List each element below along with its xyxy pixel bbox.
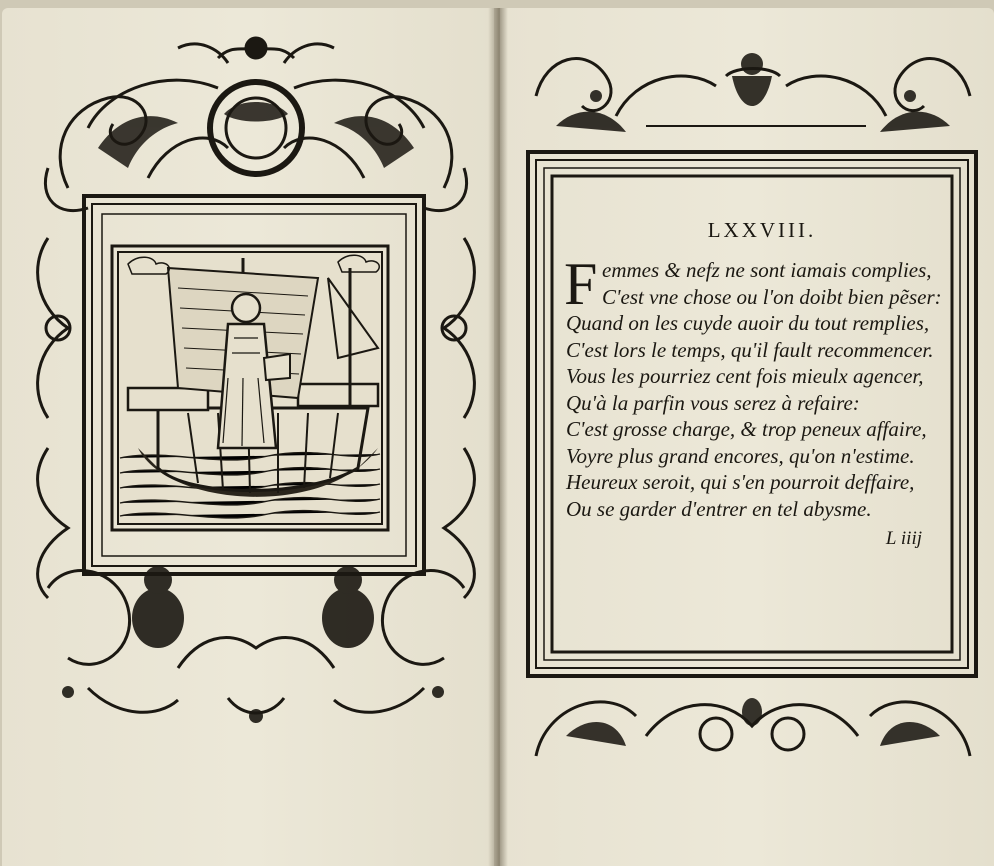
book-gutter [488, 8, 508, 866]
verse-line: Quand on les cuyde auoir du tout remplies, [566, 311, 930, 335]
drop-cap: F [564, 251, 598, 317]
verse-line: Qu'à la parfin vous serez à refaire: [566, 390, 860, 415]
verse-line: Vous les pourriez cent fois mieulx agencer, [566, 364, 924, 388]
verse-line: C'est grosse charge, & trop peneux affaire, [566, 417, 927, 441]
poem-number: LXXVIII. [707, 218, 817, 242]
verse-line: C'est lors le temps, qu'il fault recommencer. [566, 337, 934, 362]
poem-text-block [566, 218, 958, 550]
verse-line: Voyre plus grand encores, qu'on n'estime. [566, 443, 915, 468]
verse-line: C'est vne chose ou l'on doibt bien pẽser: [602, 284, 942, 309]
signature-mark: L iiij [885, 528, 922, 549]
verse-lines [566, 257, 958, 522]
verse-line: Heureux seroit, qui s'en pourroit deffaire, [566, 470, 915, 494]
left-ornamental-frame [28, 28, 484, 728]
verse-line: emmes & nefz ne sont iamais complies, [602, 258, 932, 282]
verse-line: Ou se garder d'entrer en tel abysme. [566, 496, 872, 521]
